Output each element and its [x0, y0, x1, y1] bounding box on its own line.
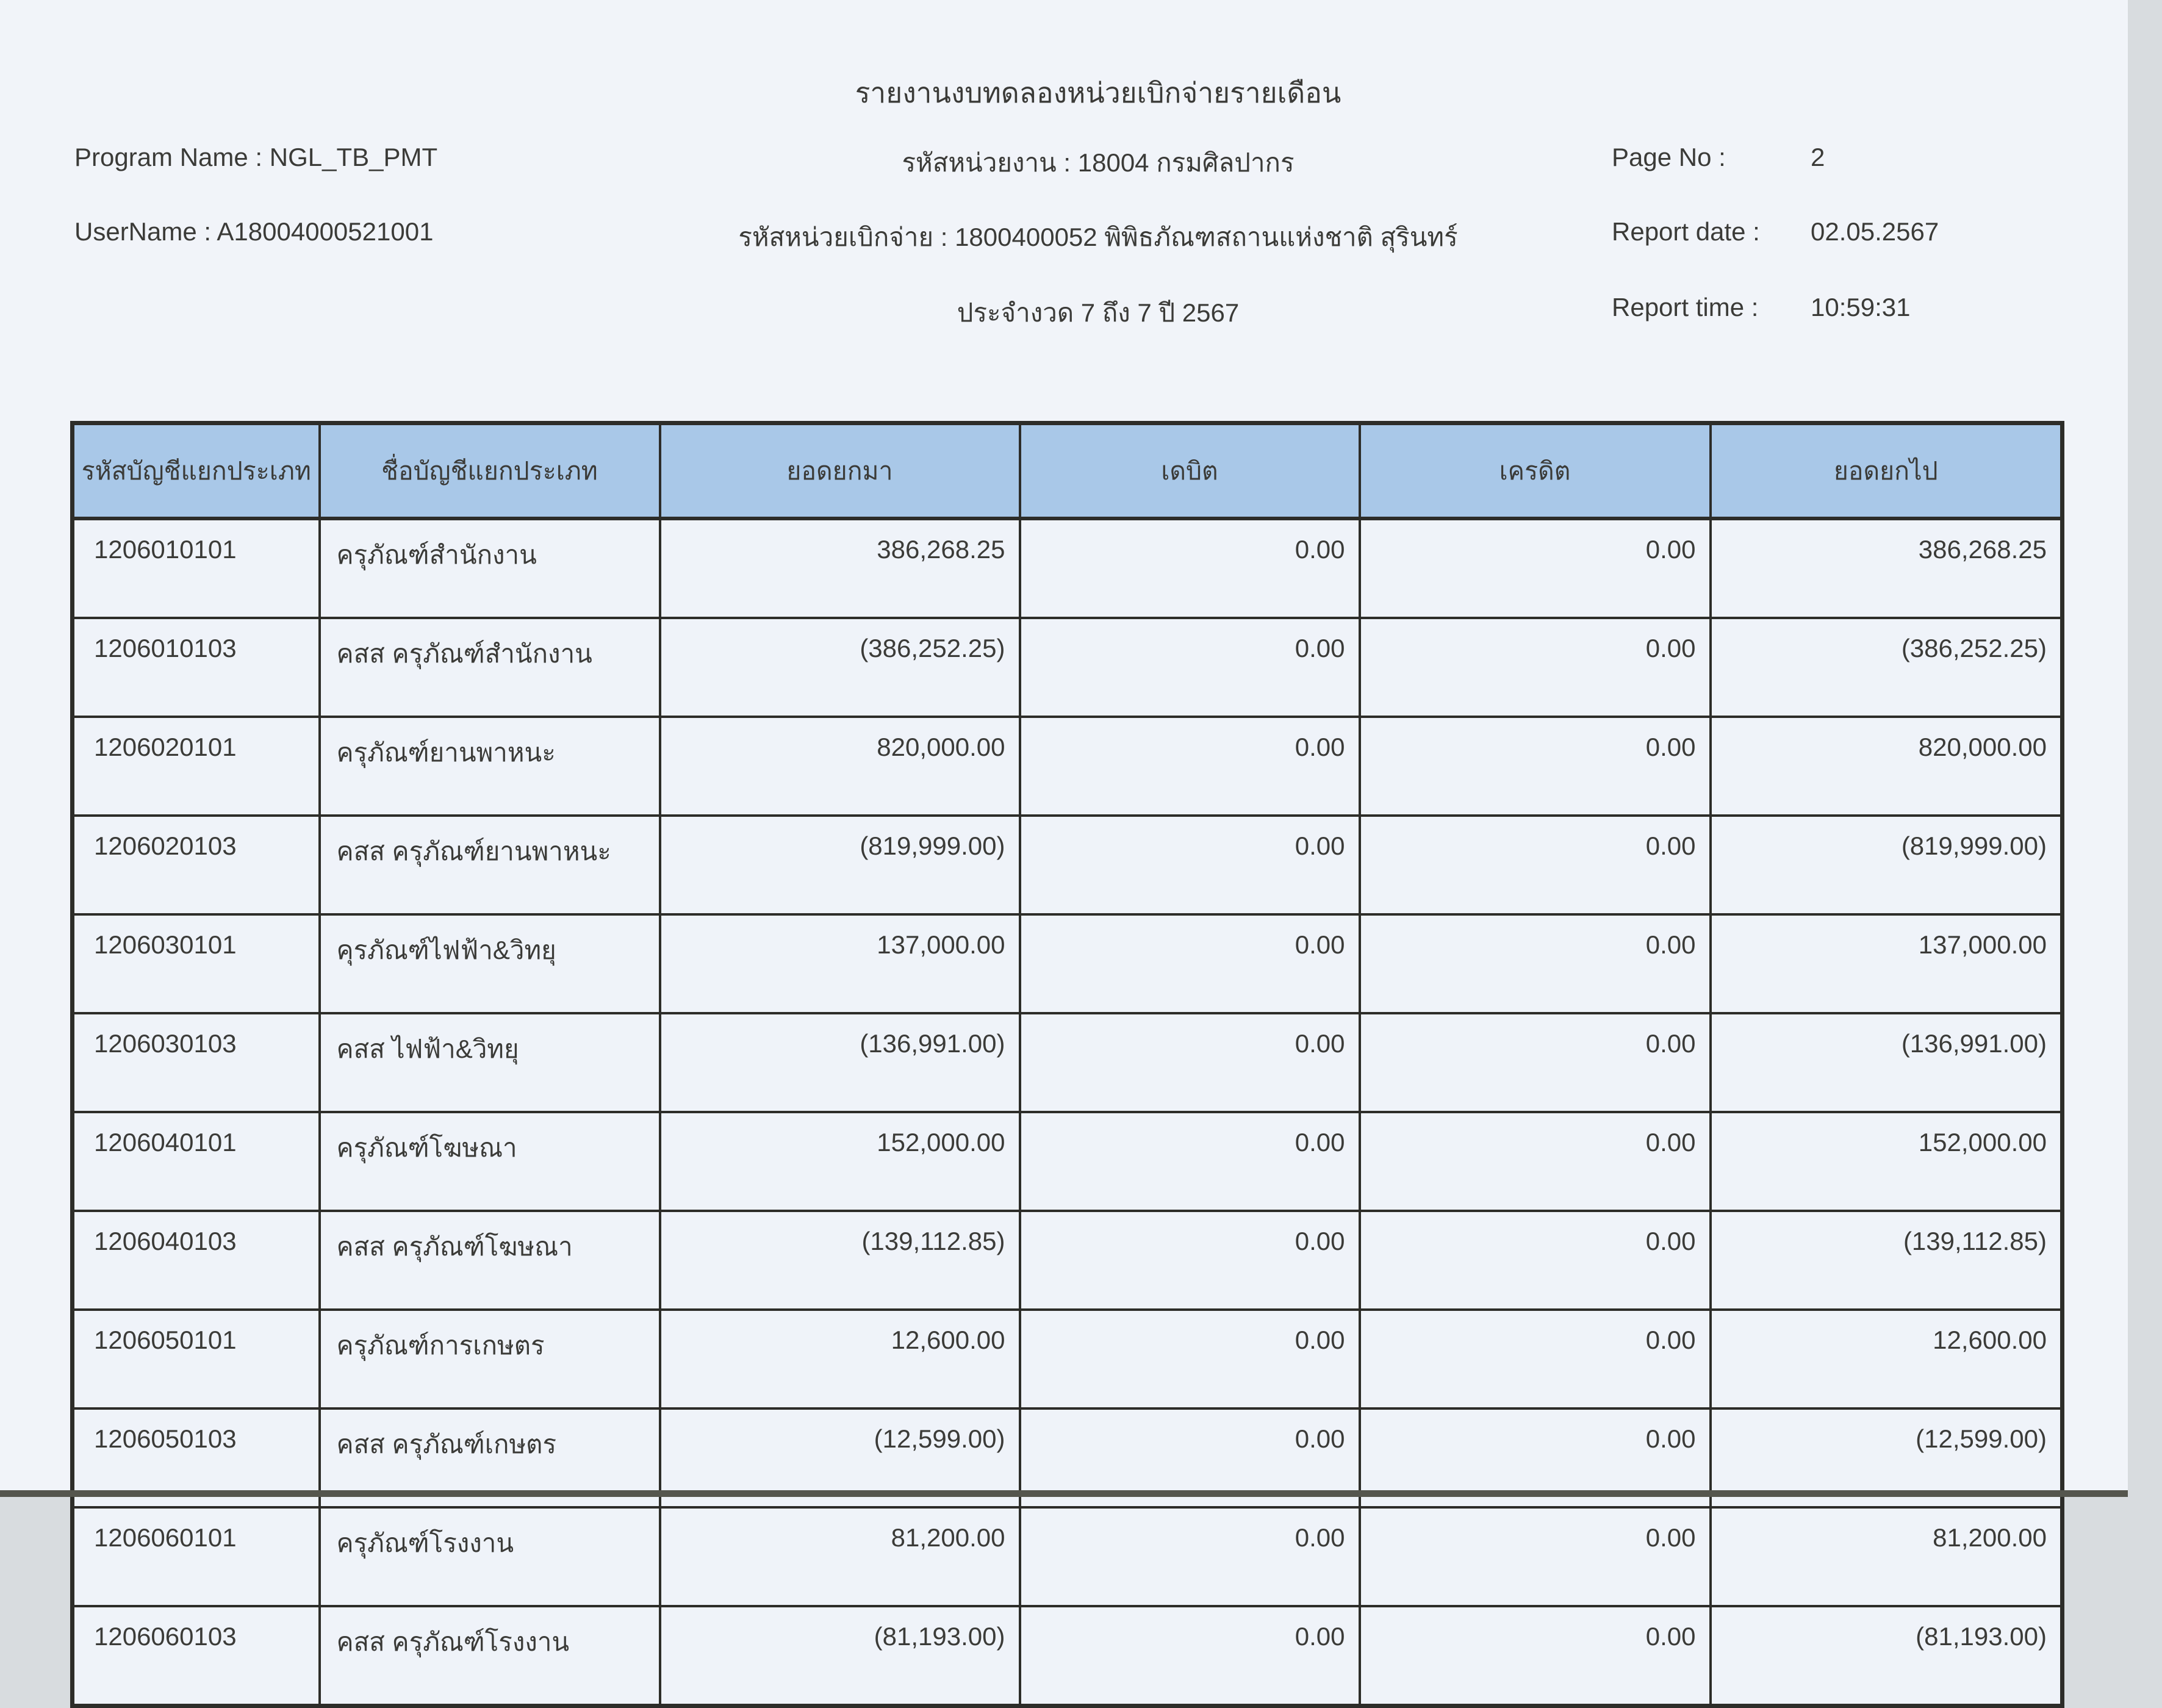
- closing-balance: 137,000.00: [1711, 914, 2063, 1013]
- closing-balance: (139,112.85): [1711, 1211, 2063, 1310]
- debit: 0.00: [1020, 518, 1360, 618]
- opening-balance: 137,000.00: [660, 914, 1020, 1013]
- closing-balance: 152,000.00: [1711, 1112, 2063, 1211]
- debit: 0.00: [1020, 1112, 1360, 1211]
- closing-balance: 820,000.00: [1711, 717, 2063, 816]
- page-title: รายงานงบทดลองหน่วยเบิกจ่ายรายเดือน: [855, 77, 1341, 109]
- credit: 0.00: [1360, 914, 1711, 1013]
- account-code: 1206060101: [73, 1507, 320, 1606]
- credit: 0.00: [1360, 1507, 1711, 1606]
- credit: 0.00: [1360, 618, 1711, 717]
- opening-balance: (819,999.00): [660, 816, 1020, 914]
- closing-balance: 386,268.25: [1711, 518, 2063, 618]
- account-name: คสส ครุภัณฑ์โรงงาน: [320, 1606, 660, 1706]
- page-no-label: Page No :: [1612, 143, 1726, 171]
- report-time-label: Report time :: [1612, 293, 1759, 321]
- closing-balance: (12,599.00): [1711, 1408, 2063, 1507]
- col-header-opening-balance: ยอดยกมา: [660, 423, 1020, 519]
- opening-balance: (12,599.00): [660, 1408, 1020, 1507]
- account-code: 1206010101: [73, 518, 320, 618]
- debit: 0.00: [1020, 1013, 1360, 1112]
- closing-balance: (819,999.00): [1711, 816, 2063, 914]
- account-name: ครุภัณฑ์โฆษณา: [320, 1112, 660, 1211]
- account-name: ครุภัณฑ์โรงงาน: [320, 1507, 660, 1606]
- table-row: [73, 1211, 2063, 1310]
- table-row: [73, 1310, 2063, 1408]
- debit: 0.00: [1020, 1408, 1360, 1507]
- opening-balance: (386,252.25): [660, 618, 1020, 717]
- account-code: 1206040103: [73, 1211, 320, 1310]
- account-code: 1206040101: [73, 1112, 320, 1211]
- report-time-value: 10:59:31: [1811, 293, 1911, 321]
- debit: 0.00: [1020, 1507, 1360, 1606]
- account-code: 1206050101: [73, 1310, 320, 1408]
- credit: 0.00: [1360, 518, 1711, 618]
- agency-code: รหัสหน่วยงาน : 18004 กรมศิลปากร: [902, 148, 1295, 177]
- debit: 0.00: [1020, 1606, 1360, 1706]
- account-code: 1206050103: [73, 1408, 320, 1507]
- credit: 0.00: [1360, 1606, 1711, 1706]
- scanner-edge-shadow: [0, 1490, 2128, 1497]
- closing-balance: (386,252.25): [1711, 618, 2063, 717]
- account-name: คสส ครุภัณฑ์เกษตร: [320, 1408, 660, 1507]
- closing-balance: (136,991.00): [1711, 1013, 2063, 1112]
- table-header-row: [73, 423, 2063, 519]
- account-name: คุรภัณฑ์ไฟฟ้า&วิทยุ: [320, 914, 660, 1013]
- credit: 0.00: [1360, 717, 1711, 816]
- credit: 0.00: [1360, 816, 1711, 914]
- debit: 0.00: [1020, 717, 1360, 816]
- debit: 0.00: [1020, 816, 1360, 914]
- opening-balance: 12,600.00: [660, 1310, 1020, 1408]
- closing-balance: (81,193.00): [1711, 1606, 2063, 1706]
- account-name: ครุภัณฑ์การเกษตร: [320, 1310, 660, 1408]
- account-code: 1206060103: [73, 1606, 320, 1706]
- program-name: Program Name : NGL_TB_PMT: [74, 143, 438, 171]
- table-row: [73, 618, 2063, 717]
- credit: 0.00: [1360, 1013, 1711, 1112]
- trial-balance-table: [70, 421, 2064, 1708]
- account-code: 1206010103: [73, 618, 320, 717]
- table-row: [73, 1507, 2063, 1606]
- account-code: 1206020101: [73, 717, 320, 816]
- opening-balance: 152,000.00: [660, 1112, 1020, 1211]
- table-row: [73, 717, 2063, 816]
- account-code: 1206020103: [73, 816, 320, 914]
- closing-balance: 81,200.00: [1711, 1507, 2063, 1606]
- debit: 0.00: [1020, 1310, 1360, 1408]
- table-row: [73, 518, 2063, 618]
- credit: 0.00: [1360, 1211, 1711, 1310]
- opening-balance: (81,193.00): [660, 1606, 1020, 1706]
- account-name: ครุภัณฑ์สำนักงาน: [320, 518, 660, 618]
- account-name: คสส ครุภัณฑ์สำนักงาน: [320, 618, 660, 717]
- col-header-account-code: รหัสบัญชีแยกประเภท: [73, 423, 320, 519]
- closing-balance: 12,600.00: [1711, 1310, 2063, 1408]
- opening-balance: 81,200.00: [660, 1507, 1020, 1606]
- debit: 0.00: [1020, 618, 1360, 717]
- account-name: คสส ครุภัณฑ์โฆษณา: [320, 1211, 660, 1310]
- credit: 0.00: [1360, 1310, 1711, 1408]
- table-row: [73, 816, 2063, 914]
- col-header-debit: เดบิต: [1020, 423, 1360, 519]
- username: UserName : A18004000521001: [74, 217, 434, 246]
- page-no-value: 2: [1811, 143, 1825, 171]
- period: ประจำงวด 7 ถึง 7 ปี 2567: [957, 298, 1240, 327]
- col-header-credit: เครดิต: [1360, 423, 1711, 519]
- account-code: 1206030101: [73, 914, 320, 1013]
- report-date-label: Report date :: [1612, 217, 1760, 246]
- account-name: คสส ไฟฟ้า&วิทยุ: [320, 1013, 660, 1112]
- col-header-closing-balance: ยอดยกไป: [1711, 423, 2063, 519]
- table-row: [73, 1013, 2063, 1112]
- account-name: ครุภัณฑ์ยานพาหนะ: [320, 717, 660, 816]
- debit: 0.00: [1020, 914, 1360, 1013]
- col-header-account-name: ชื่อบัญชีแยกประเภท: [320, 423, 660, 519]
- account-code: 1206030103: [73, 1013, 320, 1112]
- opening-balance: (139,112.85): [660, 1211, 1020, 1310]
- opening-balance: 386,268.25: [660, 518, 1020, 618]
- credit: 0.00: [1360, 1112, 1711, 1211]
- opening-balance: 820,000.00: [660, 717, 1020, 816]
- account-name: คสส ครุภัณฑ์ยานพาหนะ: [320, 816, 660, 914]
- opening-balance: (136,991.00): [660, 1013, 1020, 1112]
- debit: 0.00: [1020, 1211, 1360, 1310]
- table-row: [73, 1112, 2063, 1211]
- table-row: [73, 914, 2063, 1013]
- credit: 0.00: [1360, 1408, 1711, 1507]
- table-row: [73, 1606, 2063, 1706]
- disbursement-unit: รหัสหน่วยเบิกจ่าย : 1800400052 พิพิธภัณฑสถานแห่งชาติ สุรินทร์: [738, 223, 1458, 251]
- report-date-value: 02.05.2567: [1811, 217, 1939, 246]
